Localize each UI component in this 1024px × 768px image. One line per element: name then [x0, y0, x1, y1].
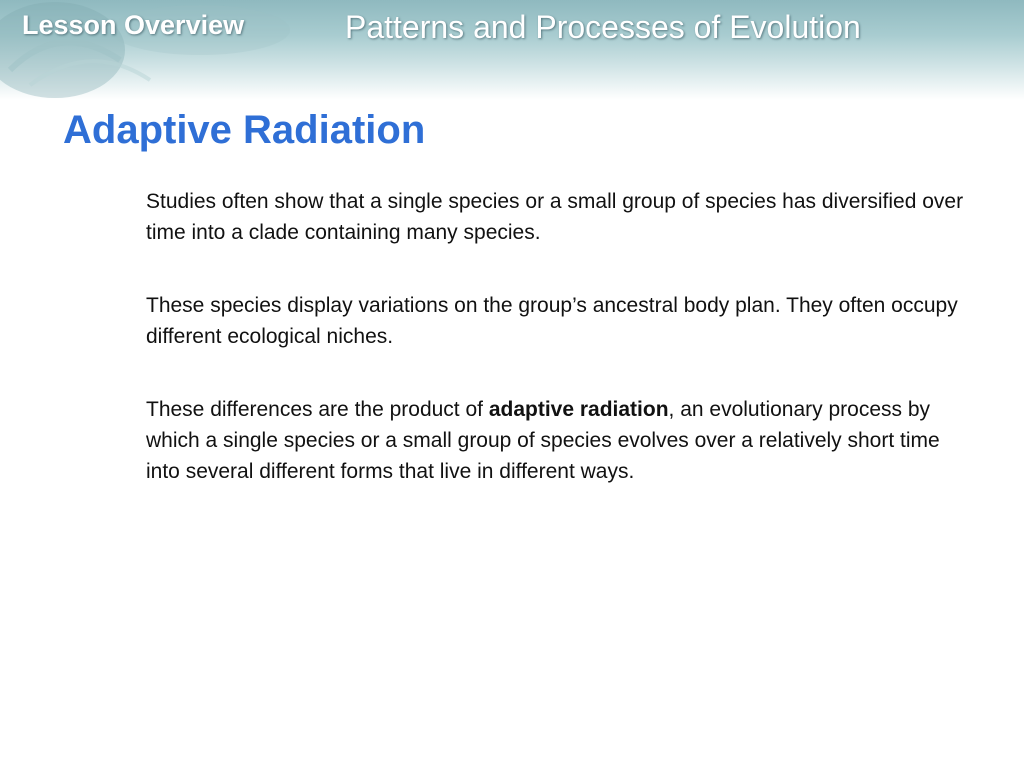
paragraph-3 [146, 394, 976, 487]
paragraph-1: Studies often show that a single species or a small group of species has diversified over time into a clade containing many species. [146, 190, 964, 244]
lesson-topic-label: Patterns and Processes of Evolution [345, 9, 861, 45]
header-band [0, 0, 1024, 100]
key-term-adaptive-radiation: adaptive radiation [488, 398, 669, 421]
paragraph-3-intro: These differences are the product of [146, 398, 489, 421]
lesson-overview-label: Lesson Overview [22, 10, 245, 40]
paragraph-2: These species display variations on the group’s ancestral body plan. They often occupy different ecological niches. [146, 294, 958, 348]
slide-title: Adaptive Radiation [63, 108, 426, 152]
slide-body [146, 186, 976, 529]
paragraph-3-definition: , an evolutionary process by which a single species or a small group of species evolves over a relatively short time into several different forms that live in different ways. [146, 398, 940, 483]
